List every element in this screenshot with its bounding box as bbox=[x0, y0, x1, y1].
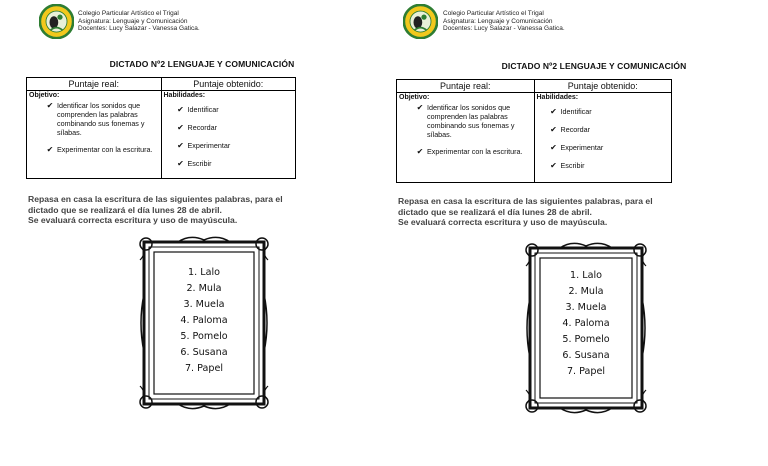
skills-heading: Habilidades: bbox=[163, 92, 206, 99]
objective-text: Experimentar con la escritura. bbox=[57, 145, 153, 154]
instruction-line: dictado que se realizará el día lunes 28 de abril. bbox=[28, 204, 222, 215]
objective-cell bbox=[397, 93, 535, 183]
skill-item bbox=[174, 123, 294, 132]
real-score-header: Puntaje real: bbox=[397, 80, 535, 93]
school-name: Colegio Particular Artístico el Trigal bbox=[443, 10, 544, 17]
page-title: DICTADO Nº2 LENGUAJE Y COMUNICACIÓN bbox=[109, 59, 295, 69]
worksheet-left bbox=[22, 0, 382, 466]
objective-heading: Objetivo: bbox=[399, 94, 430, 101]
skill-text: Escribir bbox=[560, 161, 585, 170]
list-item: 7. Papel bbox=[184, 363, 224, 374]
instruction-line: dictado que se realizará el día lunes 28 de abril. bbox=[398, 206, 592, 217]
check-icon: ✔ bbox=[46, 145, 54, 154]
list-item: 2. Mula bbox=[568, 286, 604, 297]
skills-heading: Habilidades: bbox=[536, 94, 579, 101]
check-icon: ✔ bbox=[46, 101, 54, 110]
skill-text: Recordar bbox=[187, 123, 218, 132]
instruction-line: Se evaluará correcta escritura y uso de mayúscula. bbox=[398, 217, 608, 228]
objective-text: Experimentar con la escritura. bbox=[427, 147, 523, 156]
check-icon: ✔ bbox=[177, 141, 184, 150]
ornamental-frame bbox=[138, 234, 270, 412]
list-item: 5. Pomelo bbox=[180, 331, 228, 342]
skill-text: Identificar bbox=[187, 105, 219, 114]
list-item: 4. Paloma bbox=[562, 318, 610, 329]
list-item: 6. Susana bbox=[562, 350, 610, 361]
objective-cell bbox=[27, 91, 162, 179]
skill-item bbox=[174, 105, 294, 114]
ornamental-frame bbox=[524, 240, 648, 416]
objective-text: Identificar los sonidos que comprenden las palabras combinando sus fonemas y sílabas. bbox=[57, 101, 145, 137]
worksheet-right bbox=[394, 0, 754, 466]
instruction-line: Repasa en casa la escritura de las siguientes palabras, para el bbox=[28, 194, 283, 204]
objective-item bbox=[43, 101, 159, 137]
skill-text: Recordar bbox=[560, 125, 591, 134]
check-icon: ✔ bbox=[550, 107, 557, 116]
skill-item bbox=[174, 141, 294, 150]
objective-text: Identificar los sonidos que comprenden las palabras combinando sus fonemas y sílabas. bbox=[427, 103, 515, 139]
check-icon: ✔ bbox=[550, 161, 557, 170]
check-icon: ✔ bbox=[416, 103, 424, 112]
word-list bbox=[524, 268, 648, 380]
list-item: 3. Muela bbox=[565, 302, 607, 313]
word-list bbox=[138, 265, 270, 377]
list-item: 5. Pomelo bbox=[562, 334, 610, 345]
check-icon: ✔ bbox=[177, 159, 184, 168]
list-item: 2. Mula bbox=[186, 283, 222, 294]
subject: Asignatura: Lenguaje y Comunicación bbox=[443, 17, 553, 25]
objective-item bbox=[413, 103, 532, 139]
teachers: Docentes: Lucy Salazar - Vanessa Gatica. bbox=[443, 25, 565, 33]
check-icon: ✔ bbox=[177, 123, 184, 132]
score-table bbox=[26, 77, 296, 179]
skill-item bbox=[547, 125, 670, 134]
page-title: DICTADO Nº2 LENGUAJE Y COMUNICACIÓN bbox=[501, 61, 687, 71]
instructions bbox=[28, 194, 328, 226]
objective-heading: Objetivo: bbox=[29, 92, 60, 99]
skill-item bbox=[174, 159, 294, 168]
instruction-line: Repasa en casa la escritura de las siguientes palabras, para el bbox=[398, 196, 653, 206]
obtained-score-header: Puntaje obtenido: bbox=[161, 78, 296, 91]
real-score-header: Puntaje real: bbox=[27, 78, 162, 91]
list-item: 7. Papel bbox=[566, 366, 606, 377]
list-item: 1. Lalo bbox=[188, 267, 220, 278]
skill-item bbox=[547, 107, 670, 116]
skill-item bbox=[547, 161, 670, 170]
skill-text: Escribir bbox=[187, 159, 212, 168]
subject: Asignatura: Lenguaje y Comunicación bbox=[78, 17, 188, 25]
obtained-score-header: Puntaje obtenido: bbox=[534, 80, 672, 93]
skills-cell bbox=[161, 91, 296, 179]
school-logo-icon bbox=[403, 4, 438, 39]
check-icon: ✔ bbox=[177, 105, 184, 114]
score-table bbox=[396, 79, 672, 183]
skill-text: Experimentar bbox=[560, 143, 604, 152]
teachers: Docentes: Lucy Salazar - Vanessa Gatica. bbox=[78, 25, 200, 33]
skills-cell bbox=[534, 93, 672, 183]
instructions bbox=[398, 196, 698, 228]
skill-item bbox=[547, 143, 670, 152]
list-item: 4. Paloma bbox=[180, 315, 228, 326]
list-item: 1. Lalo bbox=[570, 270, 602, 281]
skill-text: Identificar bbox=[560, 107, 592, 116]
school-info bbox=[443, 10, 565, 33]
list-item: 6. Susana bbox=[180, 347, 228, 358]
objective-item bbox=[43, 145, 159, 154]
objective-item bbox=[413, 147, 532, 156]
check-icon: ✔ bbox=[550, 125, 557, 134]
check-icon: ✔ bbox=[550, 143, 557, 152]
school-name: Colegio Particular Artístico el Trigal bbox=[78, 10, 179, 17]
skill-text: Experimentar bbox=[187, 141, 231, 150]
list-item: 3. Muela bbox=[183, 299, 225, 310]
instruction-line: Se evaluará correcta escritura y uso de mayúscula. bbox=[28, 215, 238, 226]
school-info bbox=[78, 10, 200, 33]
check-icon: ✔ bbox=[416, 147, 424, 156]
school-logo-icon bbox=[39, 4, 74, 39]
